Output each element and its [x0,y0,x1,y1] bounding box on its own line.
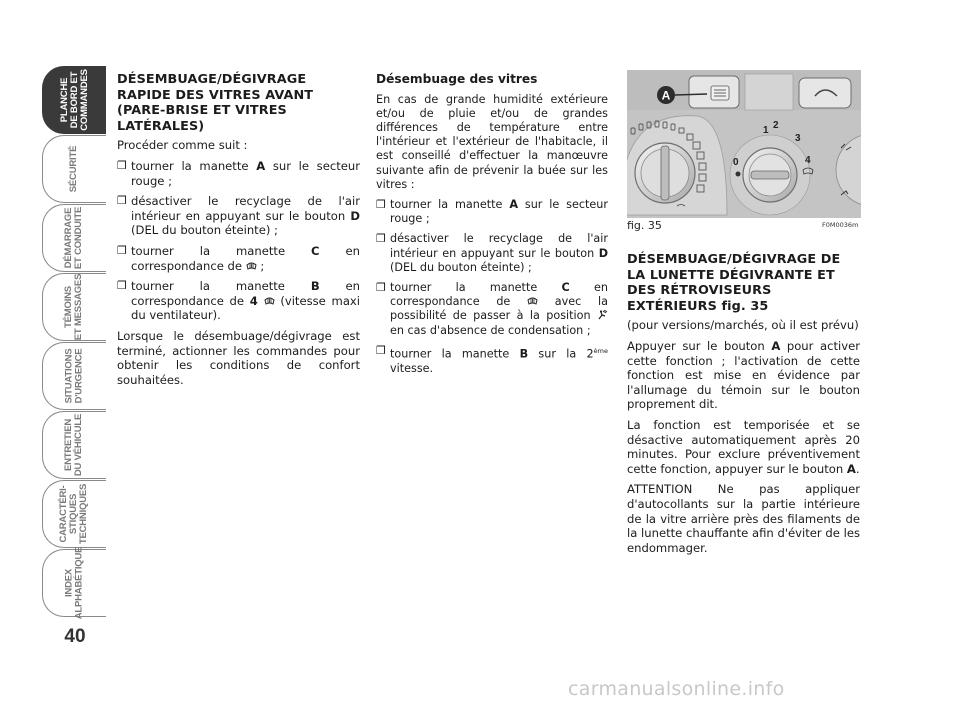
section-title: Désembuage des vitres [376,72,538,86]
intro-text: Procéder comme suit : [117,138,248,153]
list-item: ❒ tourner la manette C en correspondance de ; [117,243,360,273]
tab-label: DÉMARRAGE ET CONDUITE [63,206,85,270]
list-item: ❒ tourner la manette B en correspondance de 4 (vitesse maxi du ventilateur). [117,279,361,323]
list-item: ❒ tourner la manette A sur le secteur rouge ; [376,198,608,226]
windscreen-defrost-icon [527,296,538,306]
section-tabs [42,66,106,618]
warning-paragraph: ATTENTION Ne pas appliquer d'autocollants sur la partie intérieure de la vitre arrière près des filaments de la lunette chauffante afin d'éviter de les endommager. [627,482,860,555]
tab-label: INDEX ALPHABÉTIQUE [63,546,85,620]
checkbox-bullet-icon: ❒ [117,279,127,293]
tab-planche-de-bord[interactable] [42,66,106,134]
windscreen-defrost-icon [264,296,275,306]
page-number: 40 [64,626,86,647]
checkbox-bullet-icon: ❒ [117,194,127,208]
checkbox-bullet-icon: ❒ [376,281,386,295]
checkbox-bullet-icon: ❒ [117,243,127,257]
tab-label: TÉMOINS ET MESSAGES [63,273,85,341]
tab-securite[interactable] [42,135,106,203]
column-front-defrost [117,72,360,393]
feet-windscreen-icon [597,310,608,320]
tab-index[interactable] [42,546,106,620]
list-item: ❒ désactiver le recyclage de l'air intérieur en appuyant sur le bouton D (DEL du bouton éteinte) ; [376,232,608,274]
paragraph: Appuyer sur le bouton A pour activer cette fonction ; l'activation de cette fonction est mise en évidence par l'allumage du témoin sur le bouton proprement dit. [627,338,860,412]
figure-caption: fig. 35 [627,219,662,232]
dial-number-4: 4 [805,155,811,166]
dial-number-1: 1 [763,125,769,136]
list-item: ❒ tourner la manette A sur le secteur rouge ; [117,158,360,188]
climate-panel-illustration [627,70,861,218]
checkbox-bullet-icon: ❒ [376,343,386,357]
tab-entretien[interactable] [42,411,106,479]
section-title: DÉSEMBUAGE/DÉGIVRAGE DE LA LUNETTE DÉGIVRANTE ET DES RÉTROVISEURS EXTÉRIEURS fig. 35 [627,252,841,314]
dial-number-3: 3 [795,133,801,144]
list-item: ❒ désactiver le recyclage de l'air intérieur en appuyant sur le bouton D (DEL du bouton éteinte) ; [117,194,360,238]
list-item: ❒ tourner la manette B sur la 2ème vitesse. [376,343,608,375]
list-item: ❒ tourner la manette C en correspondance de avec la possibilité de passer à la position en cas d'absence de condensation ; [376,281,609,337]
dial-number-2: 2 [773,120,779,131]
figure-code: F0M0036m [822,221,859,229]
tab-label: SITUATIONS D'URGENCE [63,348,85,404]
fan-icon [736,172,741,177]
intro-text: En cas de grande humidité extérieure et/ou de pluie et/ou de grandes différences de température entre l'intérieur et l'extérieur de l'habitacle, il est conseillé d'effectuer la manœuvre suivante afin de prévenir la buée sur les vitres : [376,92,608,191]
tab-label: PLANCHE DE BORD ET COMMANDES [58,69,90,131]
tab-situations-urgence[interactable] [42,342,106,410]
watermark: carmanualsonline.info [568,678,785,700]
checkbox-bullet-icon: ❒ [376,232,386,246]
tab-temoins[interactable] [42,273,106,341]
windscreen-defrost-icon [246,261,257,271]
tab-caracteristiques[interactable] [42,480,106,548]
callout-a: A [661,88,671,103]
column-window-demist [376,72,608,382]
column-rear-defrost [627,252,860,561]
figure-climate-panel [627,70,861,218]
checkbox-bullet-icon: ❒ [376,198,386,212]
tab-label: SÉCURITÉ [68,145,80,193]
subtitle-text: (pour versions/marchés, où il est prévu) [627,318,859,333]
checkbox-bullet-icon: ❒ [117,158,127,172]
tab-demarrage[interactable] [42,204,106,272]
outro-text: Lorsque le désembuage/dégivrage est terminé, actionner les commandes pour obtenir les conditions de confort souhaitées. [117,328,360,387]
dial-number-0: 0 [733,157,739,168]
paragraph: La fonction est temporisée et se désactive automatiquement après 20 minutes. Pour exclure préventivement cette fonction, appuyer sur le bouton A. [627,417,860,476]
section-title: DÉSEMBUAGE/DÉGIVRAGE RAPIDE DES VITRES AVANT (PARE-BRISE ET VITRES LATÉRALES) [117,72,314,134]
tab-label: CARACTÉRI- STIQUES TECHNIQUES [58,483,90,545]
tab-label: ENTRETIEN DU VÉHICULE [63,413,85,477]
